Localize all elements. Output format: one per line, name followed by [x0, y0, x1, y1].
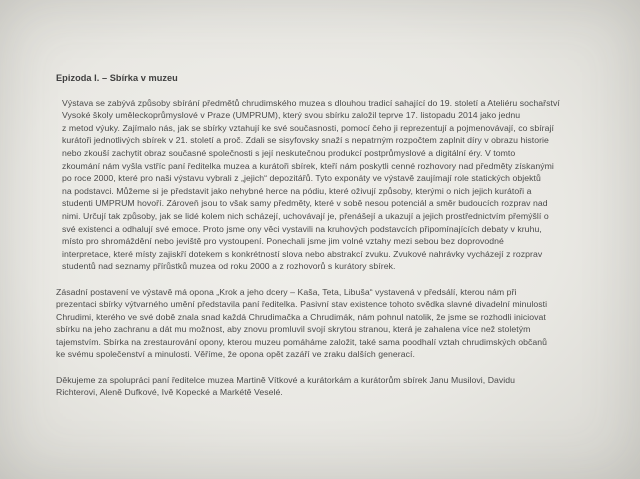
paragraph-line: na podstavci. Můžeme si je představit jako nehybné herce na pódiu, které oživují způsoby, kterými o nich jejich kurátoři a	[62, 185, 532, 196]
paragraph-line: z metod výuky. Zajímalo nás, jak se sbírky vztahují ke své současnosti, pomocí čeho ji reprezentují a pojmenovávají, co sbírají	[62, 122, 554, 133]
paragraph-line: Zásadní postavení ve výstavě má opona „Krok a jeho dcery – Kaša, Teta, Libuša“ vystavená v předsálí, kterou nám při	[56, 286, 517, 297]
paragraph-line: po roce 2000, které pro naši výstavu vybrali z „jejich“ depozitářů. Tyto exponáty ve výstavě zaujímají role statických objektů	[62, 173, 541, 184]
paragraph-line: tajemstvím. Sbírka na zrestaurování opony, kterou muzeu pomáháme založit, také sama poodhalí vztah chrudimských občanů	[56, 336, 548, 347]
paragraph-line: Richterovi, Aleně Dufkové, Ivě Kopecké a Markétě Veselé.	[56, 387, 283, 398]
paragraph-line: studenti UMPRUM hovoří. Zároveň jsou to však samy předměty, které v sobě nesou potenciál a směr budoucích rozprav nad	[62, 198, 548, 209]
paragraph-line: místo pro shromáždění nebo jeviště pro vystoupení. Ponechali jsme jim volné vztahy mezi sebou bez doprovodné	[62, 236, 504, 247]
paragraph-line: ke svému společenství a minulosti. Věříme, že opona opět zazáří ve zraku dalších generací.	[56, 349, 415, 360]
paragraph-line: nimi. Určují tak způsoby, jak se lidé kolem nich scházejí, uchovávají je, přenášejí a ukazují a jejich prostřednictvím přemýšlí o	[62, 210, 549, 221]
paragraph-line: sbírku na jeho zachranu a dát mu možnost, aby znovu promluvil svojí skrytou stranou, která je zahalena více než stoletým	[56, 324, 531, 335]
paragraph-line: nebo zkouší zachytit obraz současné společnosti s její neskutečnou produkcí postprůmyslové a digitální éry. V tomto	[62, 147, 516, 158]
paragraph-line: Děkujeme za spolupráci paní ředitelce muzea Martině Vítkové a kurátorkám a kurátorům sbírek Janu Musilovi, Davidu	[56, 374, 516, 385]
paragraph-line: studentů nad seznamy přírůstků muzea od roku 2000 a z rozhovorů s kurátory sbírek.	[62, 261, 396, 272]
paragraph-line: kurátoři jednotlivých sbírek v 21. století a proč. Zdali se sisyfovsky snaží s nepatrným rozpočtem zaplnit díry v obrazu historie	[62, 135, 549, 146]
paragraph-line: Vysoké školy uměleckoprůmyslové v Praze (UMPRUM), který svou sbírku založil teprve 17. listopadu 2014 jako jednu	[62, 110, 521, 121]
paragraph-line: zkoumání nám vyšla vstříc paní ředitelka muzea a kurátoři sbírek, kteří nám poskytli cenné rozhovory nad předměty získanými	[62, 160, 554, 171]
paragraph-line: své existenci a odhalují své emoce. Proto jsme ony věci vystavili na kruhových podstavcích připomínajících debaty v kruhu,	[62, 223, 542, 234]
acknowledgements-paragraph	[56, 374, 616, 399]
paragraph-line: Chrudimi, kterého ve své době znala snad každá Chrudimačka a Chrudimák, nám pohnul natolik, že jsme se rozhodli iniciovat	[56, 311, 546, 322]
paragraph-line: prezentaci sbírky výtvarného umění představila paní ředitelka. Pasivní stav existence tohoto svědka slavné divadelní minulosti	[56, 299, 548, 310]
curtain-paragraph	[56, 286, 616, 362]
intro-paragraph	[62, 97, 616, 273]
paragraph-line: Výstava se zabývá způsoby sbírání předmětů chrudimského muzea s dlouhou tradicí sahající do 19. století a Ateliéru sochařství	[62, 97, 560, 108]
episode-heading: Epizoda I. – Sbírka v muzeu	[56, 73, 178, 83]
exhibition-text-panel	[56, 72, 616, 442]
paragraph-line: interpretace, které místy zajiskří dotekem s konkrétností slova nebo abstrakcí zvuku. Zvukové nahrávky vycházejí z rozprav	[62, 248, 543, 259]
